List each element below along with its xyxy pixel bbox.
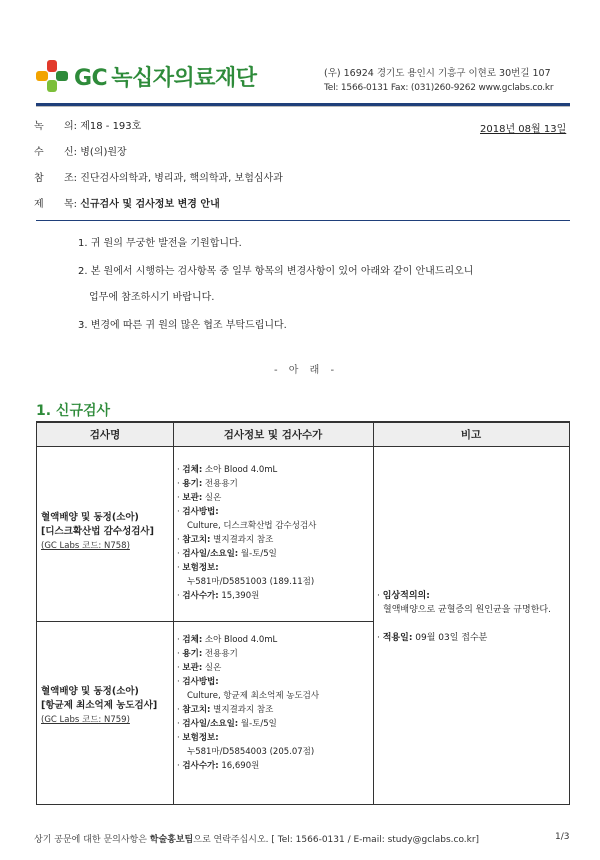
test-name: 혈액배양 및 동정(소아) (41, 686, 139, 697)
doc-number-line: 녹 의: 제18 - 193호 (34, 121, 142, 132)
table-col-divider (373, 423, 374, 804)
cc-departments: 진단검사의학과, 병리과, 핵의학과, 보험심사과 (80, 173, 283, 184)
org-contact: Tel: 1566-0131 Fax: (031)260-9262 www.gclabs.co.kr (324, 83, 554, 93)
recipient: 병(의)원장 (80, 147, 127, 158)
org-address-block (324, 66, 553, 96)
org-address: (우) 16924 경기도 용인시 기흥구 이현로 30번길 107 (324, 68, 551, 79)
cc-line: 참 조: 진단검사의학과, 병리과, 핵의학과, 보험심사과 (34, 173, 283, 184)
effective-date-label: 적용일: (382, 633, 413, 643)
paragraph-2b: 업무에 참조하시기 바랍니다. (89, 292, 215, 303)
logo-org-name: 녹십자의료재단 (111, 65, 257, 91)
table-col-divider (173, 423, 174, 804)
test-name: 혈액배양 및 동정(소아) (41, 512, 139, 523)
table-row (41, 685, 171, 727)
page-number: 1/3 (555, 832, 570, 842)
clinical-significance-label: 임상적의의: (382, 591, 430, 601)
header-divider-thin (36, 106, 570, 107)
remarks-cell: · 임상적의의: 혈액배양으로 균혈증의 원인균을 규명한다. · 적용일: 09월 03일 접수분 (377, 589, 569, 645)
test-info-list: · 검체: 소아 Blood 4.0mL · 용기: 전용용기 · 보관: 실온 · 검사방법: Culture, 디스크확산법 감수성검사 · 참고치: 별지결과지 참조 · 검사일/소요일: 월-토/5일 · 보험정보: 누581마/D5851003 (189.11점) · 검사수가: 15,390원 (177, 465, 317, 601)
table-row-divider (37, 621, 373, 622)
table-header-test-name: 검사명 (37, 423, 173, 447)
paragraph-2a: 2. 본 원에서 시행하는 검사항목 중 일부 항목의 변경사항이 있어 아래와 같이 안내드리오니 (78, 266, 474, 277)
table-header-remarks: 비고 (373, 423, 569, 447)
section-title: 1. 신규검사 (36, 403, 111, 419)
test-info-list: · 검체: 소아 Blood 4.0mL · 용기: 전용용기 · 보관: 실온 · 검사방법: Culture, 항균제 최소억제 농도검사 · 참고치: 별지결과지 참조 · 검사일/소요일: 월-토/5일 · 보험정보: 누581마/D5854003 (205.07점) · 검사수가: 16,690원 (177, 635, 320, 771)
org-logo (36, 60, 256, 92)
clinical-significance: 혈액배양으로 균혈증의 원인균을 규명한다. (383, 605, 551, 615)
test-code: (GC Labs 코드: N758) (41, 541, 130, 551)
subject: 신규검사 및 검사정보 변경 안내 (80, 199, 220, 210)
test-code: (GC Labs 코드: N759) (41, 715, 130, 725)
test-subname: [디스크확산법 감수성검사] (41, 526, 154, 537)
recipient-line: 수 신: 병(의)원장 (34, 147, 127, 158)
paragraph-1: 1. 귀 원의 무궁한 발전을 기원합니다. (78, 238, 242, 249)
test-subname: [항균제 최소억제 농도검사] (41, 700, 158, 711)
effective-date: 09월 03일 접수분 (412, 633, 488, 643)
table-header-test-info: 검사정보 및 검사수가 (173, 423, 373, 447)
table-row (41, 511, 171, 553)
doc-date: 2018년 08월 13일 (480, 124, 567, 135)
gc-cross-logo-icon (36, 60, 68, 92)
footer-contact: 상기 공문에 대한 문의사항은 학술홍보팀으로 연락주십시오. [ Tel: 1566-0131 / E-mail: study@gclabs.co.kr] (34, 835, 480, 845)
paragraph-3: 3. 변경에 따른 귀 원의 많은 협조 부탁드립니다. (78, 320, 287, 331)
new-tests-table (36, 421, 570, 805)
doc-number: 제18 - 193호 (80, 121, 142, 132)
meta-divider (36, 220, 570, 221)
subject-line: 제 목: 신규검사 및 검사정보 변경 안내 (34, 199, 220, 210)
logo-brand: GC (74, 65, 108, 91)
notice-heading: - 아 래 - (274, 365, 339, 376)
